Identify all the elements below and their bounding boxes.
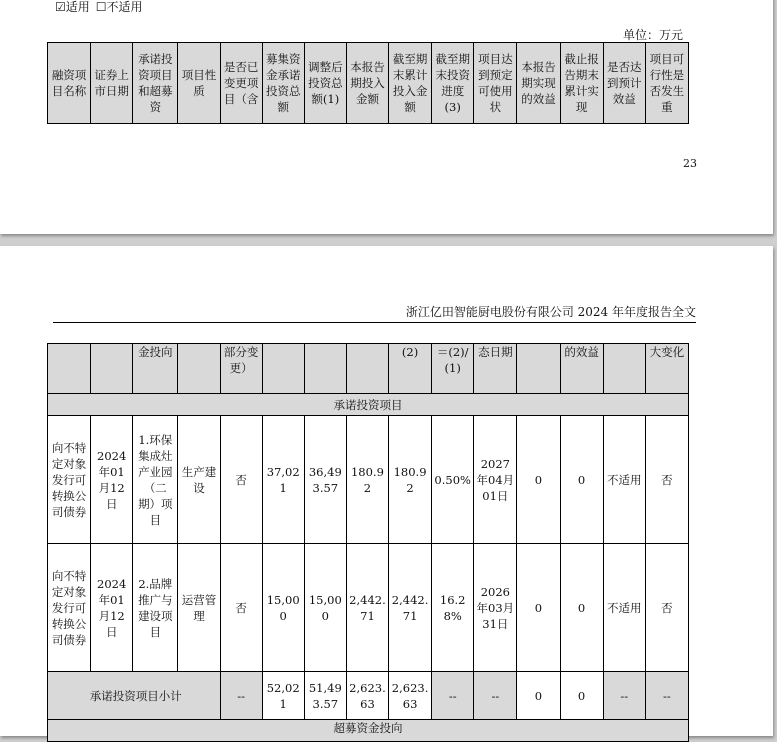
col-header bbox=[262, 344, 304, 394]
committed-project: 1.环保集成灶产业园（二期）项目 bbox=[133, 416, 178, 544]
current-period-amount: 180.92 bbox=[346, 416, 388, 544]
benefit-cumulative: 0 bbox=[560, 416, 603, 544]
col-header: 本报告期实现的效益 bbox=[517, 43, 560, 124]
current-period-amount: 2,442.71 bbox=[346, 544, 388, 672]
col-header: 部分变更） bbox=[220, 344, 262, 394]
expected-benefit: 不适用 bbox=[603, 544, 645, 672]
cumulative-amount: 2,442.71 bbox=[389, 544, 432, 672]
col-header: 募集资金承诺投资总额 bbox=[262, 43, 304, 124]
subtotal-row bbox=[48, 672, 689, 720]
header-continuation-row bbox=[48, 344, 689, 394]
fund-usage-table-header bbox=[47, 42, 689, 124]
adjusted-amount: 51,493.57 bbox=[304, 672, 346, 720]
expected-benefit: 不适用 bbox=[603, 416, 645, 544]
col-header: 是否已变更项目（含 bbox=[220, 43, 262, 124]
col-header: 项目可行性是否发生重 bbox=[645, 43, 688, 124]
section-row bbox=[48, 394, 689, 416]
project-nature: 运营管理 bbox=[178, 544, 220, 672]
ready-date: 2027年04月01日 bbox=[474, 416, 517, 544]
project-changed: 否 bbox=[220, 544, 262, 672]
cumulative-amount: 2,623.63 bbox=[389, 672, 432, 720]
unit-label: 单位：万元 bbox=[623, 28, 684, 42]
financing-project-name: 向不特定对象发行可转换公司债券 bbox=[48, 416, 91, 544]
adjusted-amount: 36,493.57 bbox=[304, 416, 346, 544]
col-header: 调整后投资总额(1) bbox=[304, 43, 346, 124]
committed-amount: 37,021 bbox=[262, 416, 304, 544]
col-header: 大变化 bbox=[645, 344, 688, 394]
listing-date: 2024年01月12日 bbox=[91, 544, 133, 672]
section-row bbox=[48, 720, 689, 742]
cumulative-amount: 180.92 bbox=[389, 416, 432, 544]
col-header: (2) bbox=[389, 344, 432, 394]
feasibility-change: 否 bbox=[645, 416, 688, 544]
applicability-options bbox=[55, 0, 149, 15]
header-row bbox=[48, 43, 689, 124]
table-row bbox=[48, 416, 689, 544]
benefit-cumulative: 0 bbox=[560, 544, 603, 672]
document-header: 浙江亿田智能厨电股份有限公司 2024 年年度报告全文 bbox=[53, 303, 696, 323]
not-applicable-checkbox[interactable]: ☐不适用 bbox=[95, 0, 143, 14]
feasibility-change: 否 bbox=[645, 544, 688, 672]
col-header: 的效益 bbox=[560, 344, 603, 394]
col-header bbox=[48, 344, 91, 394]
col-header bbox=[346, 344, 388, 394]
project-changed: 否 bbox=[220, 416, 262, 544]
investment-progress: 0.50% bbox=[432, 416, 474, 544]
benefit-current: 0 bbox=[517, 416, 560, 544]
col-header: 证券上市日期 bbox=[91, 43, 133, 124]
col-header: 项目达到预定可使用状 bbox=[474, 43, 517, 124]
benefit-cumulative: 0 bbox=[560, 672, 603, 720]
ready-date: -- bbox=[474, 672, 517, 720]
investment-progress: -- bbox=[432, 672, 474, 720]
col-header: 截至期末累计投入金额 bbox=[389, 43, 432, 124]
committed-project: 2.品牌推广与建设项目 bbox=[133, 544, 178, 672]
expected-benefit: -- bbox=[603, 672, 645, 720]
benefit-current: 0 bbox=[517, 672, 560, 720]
fund-usage-table bbox=[47, 343, 689, 742]
investment-progress: 16.28% bbox=[432, 544, 474, 672]
listing-date: 2024年01月12日 bbox=[91, 416, 133, 544]
col-header: 截至期末投资进度(3) bbox=[432, 43, 474, 124]
financing-project-name: 向不特定对象发行可转换公司债券 bbox=[48, 544, 91, 672]
col-header: 融资项目名称 bbox=[48, 43, 91, 124]
current-period-amount: 2,623.63 bbox=[346, 672, 388, 720]
col-header bbox=[603, 344, 645, 394]
section-label: 承诺投资项目 bbox=[48, 394, 689, 416]
col-header bbox=[304, 344, 346, 394]
col-header: 承诺投资项目和超募资 bbox=[133, 43, 178, 124]
subtotal-label: 承诺投资项目小计 bbox=[48, 672, 221, 720]
col-header: 截止报告期末累计实现 bbox=[560, 43, 603, 124]
table-row bbox=[48, 544, 689, 672]
feasibility-change: -- bbox=[645, 672, 688, 720]
col-header bbox=[91, 344, 133, 394]
col-header: 项目性质 bbox=[178, 43, 220, 124]
page-number: 23 bbox=[683, 157, 697, 170]
applicable-checkbox[interactable]: ☑适用 bbox=[55, 0, 90, 14]
ready-date: 2026年03月31日 bbox=[474, 544, 517, 672]
benefit-current: 0 bbox=[517, 544, 560, 672]
committed-amount: 15,000 bbox=[262, 544, 304, 672]
col-header: ＝(2)/(1) bbox=[432, 344, 474, 394]
col-header bbox=[178, 344, 220, 394]
report-page-23 bbox=[0, 0, 773, 234]
col-header: 态日期 bbox=[474, 344, 517, 394]
col-header: 本报告期投入金额 bbox=[346, 43, 388, 124]
col-header: 金投向 bbox=[133, 344, 178, 394]
project-changed: -- bbox=[220, 672, 262, 720]
committed-amount: 52,021 bbox=[262, 672, 304, 720]
section-label: 超募资金投向 bbox=[48, 720, 689, 742]
col-header bbox=[517, 344, 560, 394]
col-header: 是否达到预计效益 bbox=[603, 43, 645, 124]
adjusted-amount: 15,000 bbox=[304, 544, 346, 672]
project-nature: 生产建设 bbox=[178, 416, 220, 544]
